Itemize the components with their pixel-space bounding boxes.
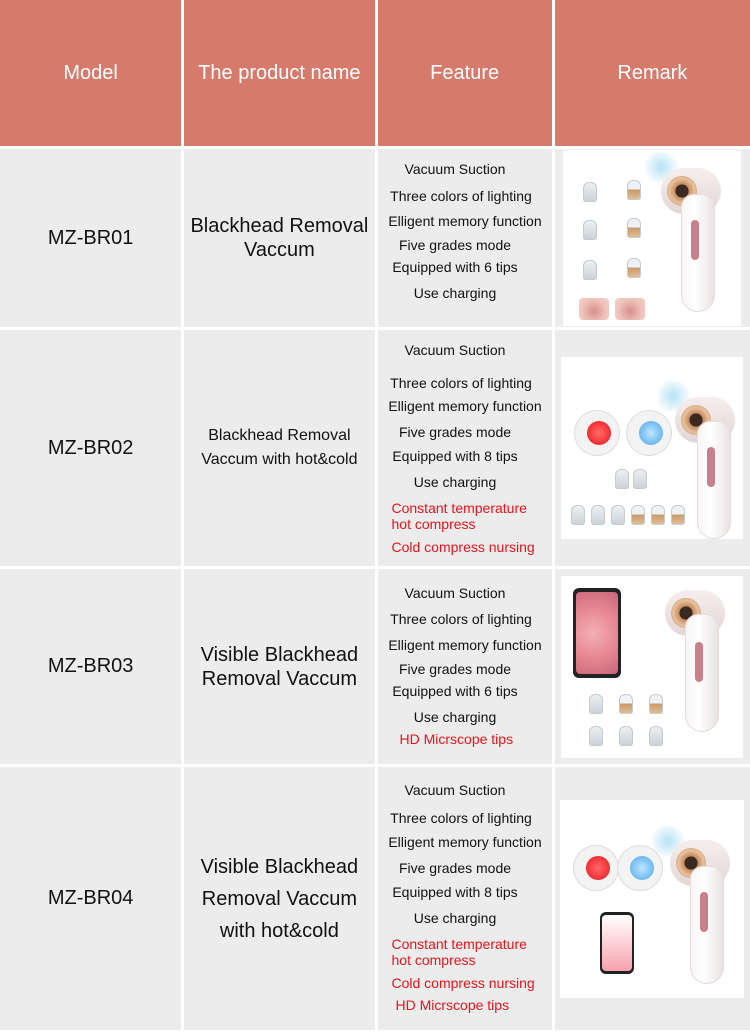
header-model: Model [0,0,181,146]
tip-icon [591,505,605,525]
model-cell: MZ-BR04 [0,767,181,1030]
tip-icon [589,726,603,746]
product-name-line: with hot&cold [219,919,339,942]
product-name-cell [184,330,374,566]
header-remark: Remark [555,0,750,146]
product-name [197,424,361,472]
feature-item: Equipped with 6 tips [392,683,518,699]
tip-icon [583,182,597,202]
feature-cell [378,330,552,566]
header-product-name: The product name [184,0,374,146]
feature-item: Five grades mode [398,661,512,677]
feature-item: Five grades mode [398,860,512,876]
tip-icon [627,258,641,278]
product-name-line: Removal Vaccum [201,667,357,690]
remark-cell [555,330,750,566]
highlight-item: Constant temperature [391,936,527,952]
tip-icon [649,726,663,746]
remark-cell [555,767,750,1030]
tip-icon [627,180,641,200]
tip-icon [649,694,663,714]
feature-cell [378,767,552,1030]
tip-icon [651,505,665,525]
table-row [0,149,750,327]
header-feature: Feature [378,0,552,146]
tip-icon [583,220,597,240]
feature-item: Equipped with 8 tips [392,884,518,900]
model-cell: MZ-BR01 [0,149,181,327]
highlight-item: Cold compress nursing [391,539,535,555]
feature-item: Use charging [413,910,497,926]
remark-cell [555,569,750,764]
product-name [197,643,363,691]
feature-item: Three colors of lighting [390,611,532,627]
tip-icon [615,469,629,489]
cold-head-icon [627,411,671,455]
feature-item: Elligent memory function [388,834,542,850]
highlight-item: Constant temperature [391,500,527,516]
phone-icon [573,588,621,678]
product-name-cell [184,767,374,1030]
highlight-item: HD Micrscope tips [395,997,510,1013]
product-image [561,576,743,758]
table-header [0,0,750,146]
feature-item: Vacuum Suction [404,342,506,358]
nose-before-icon [579,298,609,320]
highlight-item: HD Micrscope tips [399,731,514,747]
product-image [563,150,741,326]
product-name-line: Vaccum [243,239,315,261]
feature-cell [378,569,552,764]
product-name-line: Removal Vaccum [201,887,357,910]
tip-icon [671,505,685,525]
product-name [197,851,363,947]
product-image [561,357,743,539]
phone-screen [602,915,632,971]
nose-after-icon [615,298,645,320]
feature-item: Vacuum Suction [404,161,506,177]
tip-icon [583,260,597,280]
display-strip-icon [691,220,699,260]
feature-item: Elligent memory function [388,398,542,414]
display-strip-icon [695,642,703,682]
hot-head-icon [575,411,619,455]
tip-icon [611,505,625,525]
product-name-line: Blackhead Removal [208,427,351,444]
tip-icon [619,694,633,714]
product-name-line: Blackhead Removal [190,215,369,237]
tip-icon [571,505,585,525]
model-cell: MZ-BR02 [0,330,181,566]
feature-item: Use charging [413,709,497,725]
feature-item: Elligent memory function [388,637,542,653]
table-row [0,569,750,764]
feature-item: Use charging [413,285,497,301]
feature-item: Three colors of lighting [390,810,532,826]
product-name-line: Vaccum with hot&cold [201,451,358,468]
highlight-item: hot compress [391,516,476,532]
product-name-cell [184,569,374,764]
model-cell: MZ-BR03 [0,569,181,764]
feature-item: Use charging [413,474,497,490]
hot-head-icon [574,846,618,890]
table-row [0,330,750,566]
phone-screen [576,592,618,674]
table-row [0,767,750,1030]
display-strip-icon [700,892,708,932]
feature-item: Equipped with 8 tips [392,448,518,464]
product-name-line: Visible Blackhead [200,643,359,666]
feature-item: Equipped with 6 tips [392,259,518,275]
product-name-cell [184,149,374,327]
feature-item: Three colors of lighting [390,188,532,204]
tip-icon [627,218,641,238]
feature-item: Three colors of lighting [390,375,532,391]
tip-icon [631,505,645,525]
tip-icon [633,469,647,489]
tip-icon [589,694,603,714]
tip-icon [619,726,633,746]
product-name-line: Visible Blackhead [200,855,359,878]
feature-item: Vacuum Suction [404,782,506,798]
display-strip-icon [707,447,715,487]
highlight-item: hot compress [391,952,476,968]
feature-item: Elligent memory function [388,213,542,229]
cold-head-icon [618,846,662,890]
feature-cell [378,149,552,327]
remark-cell [555,149,750,327]
product-name [186,214,372,262]
feature-item: Vacuum Suction [404,585,506,601]
feature-item: Five grades mode [398,424,512,440]
feature-item: Five grades mode [398,237,512,253]
highlight-item: Cold compress nursing [391,975,535,991]
phone-icon [600,912,634,974]
product-image [560,800,744,998]
